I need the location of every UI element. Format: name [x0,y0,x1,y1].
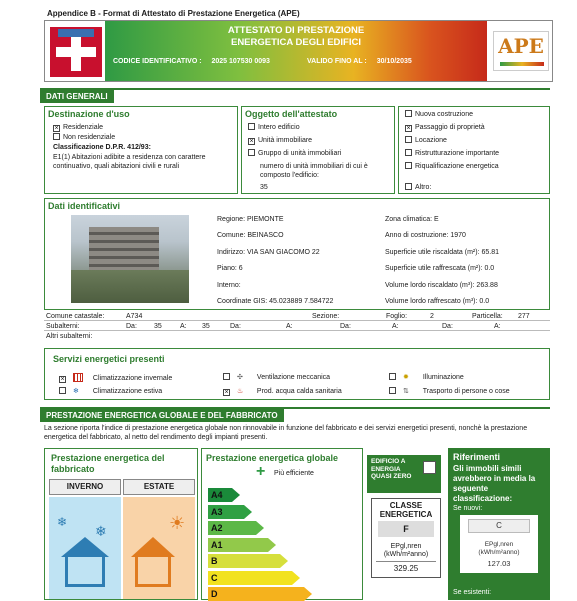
nzeb-label: EDIFICIO A ENERGIA QUASI ZERO [371,458,412,480]
motivazione-box [398,106,550,194]
piemonte-logo [50,27,102,77]
invernale-label: Climatizzazione invernale [92,375,173,382]
class-arrow-a2: A2 [208,521,256,535]
ventilazione-checkbox [223,373,230,380]
numero-label: numero di unità immobiliari di cui è composto l'edificio: [260,163,368,179]
altri-subalterni-label: Altri subalterni: [46,333,93,340]
globale-title: Prestazione energetica globale [206,453,339,463]
header-banner [44,20,553,82]
class-arrow-b: B [208,554,280,568]
subalterni-a-value: 35 [202,323,210,330]
subalterni-da-label: Da: [126,323,137,330]
estate-panel [123,497,195,599]
gruppo-label: Gruppo di unità immobiliari [258,150,342,157]
destinazione-box [44,106,238,194]
piu-efficiente-label: Più efficiente [274,470,314,477]
subalterni-da-label-2: Da: [230,323,241,330]
passaggio-label: Passaggio di proprietà [415,124,485,131]
header-title-1: ATTESTATO DI PRESTAZIONE [227,25,365,36]
ref-box [460,515,538,573]
faucet-icon: ♨ [236,388,244,395]
inverno-panel [49,497,121,599]
piano: Piano: 6 [217,265,243,272]
nuova-costruzione-checkbox [405,110,412,117]
zona-climatica: Zona climatica: E [385,216,439,223]
trasporto-label: Trasporto di persone o cose [422,388,510,395]
illuminazione-label: Illuminazione [422,374,464,381]
gruppo-checkbox [248,149,255,156]
snowflake-icon: ❄ [72,388,79,395]
intero-edificio-checkbox [248,123,255,130]
foglio-value: 2 [430,313,434,320]
class-arrow-a4: A4 [208,488,232,502]
residenziale-label: Residenziale [63,124,104,131]
subalterni-a-label-4: A: [494,323,501,330]
non-residenziale-label: Non residenziale [63,134,116,141]
se-esistenti-label: Se esistenti: [453,589,492,596]
header-title-2: ENERGETICA DEGLI EDIFICI [230,37,362,48]
fabbricato-title: Prestazione energetica del fabbricato [51,453,165,474]
subalterni-a-label: A: [180,323,187,330]
inverno-label: INVERNO [49,479,121,495]
appendix-title: Appendice B - Format di Attestato di Prestazione Energetica (APE) [47,9,300,18]
unita-immobiliare-checkbox: × [249,138,254,145]
ventilazione-label: Ventilazione meccanica [256,374,331,381]
subalterni-da-value: 35 [154,323,162,330]
riqualificazione-label: Riqualificazione energetica [415,163,499,170]
subalterni-da-label-3: Da: [340,323,351,330]
riqualificazione-checkbox [405,162,412,169]
subalterni-a-label-3: A: [392,323,399,330]
coordinate: Coordinate GIS: 45.023889 7.584722 [217,298,334,305]
dati-identificativi-box [44,198,550,310]
oggetto-box [241,106,395,194]
locazione-label: Locazione [415,137,447,144]
foglio-label: Foglio: [386,313,408,320]
class-arrow-d: D [208,587,304,601]
superficie-riscaldata: Superficie utile riscaldata (m²): 65.81 [385,249,499,256]
numero-value: 35 [260,184,268,191]
valido-value: 30/10/2035 [376,58,412,65]
trasporto-checkbox [389,387,396,394]
riferimenti-box [448,448,550,600]
unita-immobiliare-label: Unità immobiliare [258,137,313,144]
interno: Interno: [217,282,241,289]
estiva-label: Climatizzazione estiva [92,388,163,395]
volume-riscaldato: Volume lordo riscaldato (m³): 263.88 [385,282,498,289]
dati-generali-bar: DATI GENERALI [40,90,114,103]
riferimenti-text: Gli immobili simili avrebbero in media la seguente classificazione: [453,464,536,503]
plus-icon: + [256,463,266,480]
dati-identificativi-title: Dati identificativi [48,201,121,211]
classe-box [371,498,441,578]
volume-raffrescato: Volume lordo raffrescato (m³): 0.0 [385,298,490,305]
ristrutturazione-label: Ristrutturazione importante [415,150,500,157]
estate-label: ESTATE [123,479,195,495]
nzeb-checkbox [423,461,436,474]
catasto-section [44,310,550,342]
locazione-checkbox [405,136,412,143]
anno-costruzione: Anno di costruzione: 1970 [385,232,466,239]
comune-catastale-label: Comune catastale: [46,313,105,320]
classificazione-value: E1(1) Abitazioni adibite a residenza con carattere continuativo, quali abitazioni civili e rurali [53,154,206,170]
servizi-title: Servizi energetici presenti [53,354,165,364]
riferimenti-title: Riferimenti [453,452,501,462]
se-nuovi-label: Se nuovi: [453,505,483,512]
ep-value: 329.25 [376,561,436,573]
subalterni-a-label-2: A: [286,323,293,330]
classe-value: F [378,521,434,537]
house-winter-icon [61,537,109,557]
snowflake-icon: ❄ [95,523,107,539]
ristrutturazione-checkbox [405,149,412,156]
sun-icon: ☀ [169,513,186,533]
acqua-checkbox: × [224,389,229,396]
fan-icon: ✣ [236,374,243,381]
snowflake-icon: ❄ [57,515,68,529]
altro-checkbox [405,183,412,190]
particella-value: 277 [518,313,530,320]
class-arrow-c: C [208,571,292,585]
altro-label: Altro: [415,184,432,191]
ep-label: EPgl,nren (kWh/m²anno) [383,543,429,558]
illuminazione-checkbox [389,373,396,380]
servizi-box [44,348,550,400]
class-arrow-a1: A1 [208,538,268,552]
fabbricato-box [44,448,198,600]
oggetto-title: Oggetto dell'attestato [245,109,338,119]
nuova-costruzione-label: Nuova costruzione [415,111,473,118]
codice-value: 2025 107530 0093 [211,58,270,65]
ref-ep-value: 127.03 [487,559,511,568]
destinazione-title: Destinazione d'uso [48,109,130,119]
codice-label: CODICE IDENTIFICATIVO : [113,58,202,65]
classe-label: CLASSE ENERGETICA [379,501,433,519]
indirizzo: Indirizzo: VIA SAN GIACOMO 22 [217,249,320,256]
intero-edificio-label: Intero edificio [258,124,300,131]
invernale-checkbox: × [60,376,65,383]
bulb-icon: ✹ [402,374,409,381]
house-summer-icon [131,537,175,557]
ref-ep-label: EPgl,nren (kWh/m²anno) [478,541,520,556]
acqua-label: Prod. acqua calda sanitaria [256,388,342,395]
comune-catastale-value: A734 [126,313,143,320]
regione: Regione: PIEMONTE [217,216,284,223]
class-arrow-a3: A3 [208,505,244,519]
prestazione-intro: La sezione riporta l'indice di prestazione energetica globale non rinnovabile in funzione del fabbricato e dei servizi energetici presenti, nonchè la prestazione energetica del fabbricato, al netto del rendimento degli impianti presenti. [44,425,528,441]
passaggio-checkbox: × [406,125,411,132]
sezione-label: Sezione: [312,313,340,320]
elevator-icon: ⇅ [402,388,409,395]
comune: Comune: BEINASCO [217,232,284,239]
prestazione-bar: PRESTAZIONE ENERGETICA GLOBALE E DEL FABBRICATO [40,409,284,422]
estiva-checkbox [59,387,66,394]
residenziale-checkbox: × [54,125,59,132]
ref-class: C [468,519,530,533]
superficie-raffrescata: Superficie utile raffrescata (m²): 0.0 [385,265,495,272]
building-photo [71,215,189,303]
ape-logo: APE [493,31,549,71]
subalterni-label: Subalterni: [46,323,80,330]
subalterni-da-label-4: Da: [442,323,453,330]
classificazione-label: Classificazione D.P.R. 412/93: [53,144,151,151]
non-residenziale-checkbox [53,133,60,140]
nzeb-box [367,455,441,493]
valido-label: VALIDO FINO AL : [307,58,367,65]
radiator-icon [73,373,83,382]
particella-label: Particella: [472,313,503,320]
